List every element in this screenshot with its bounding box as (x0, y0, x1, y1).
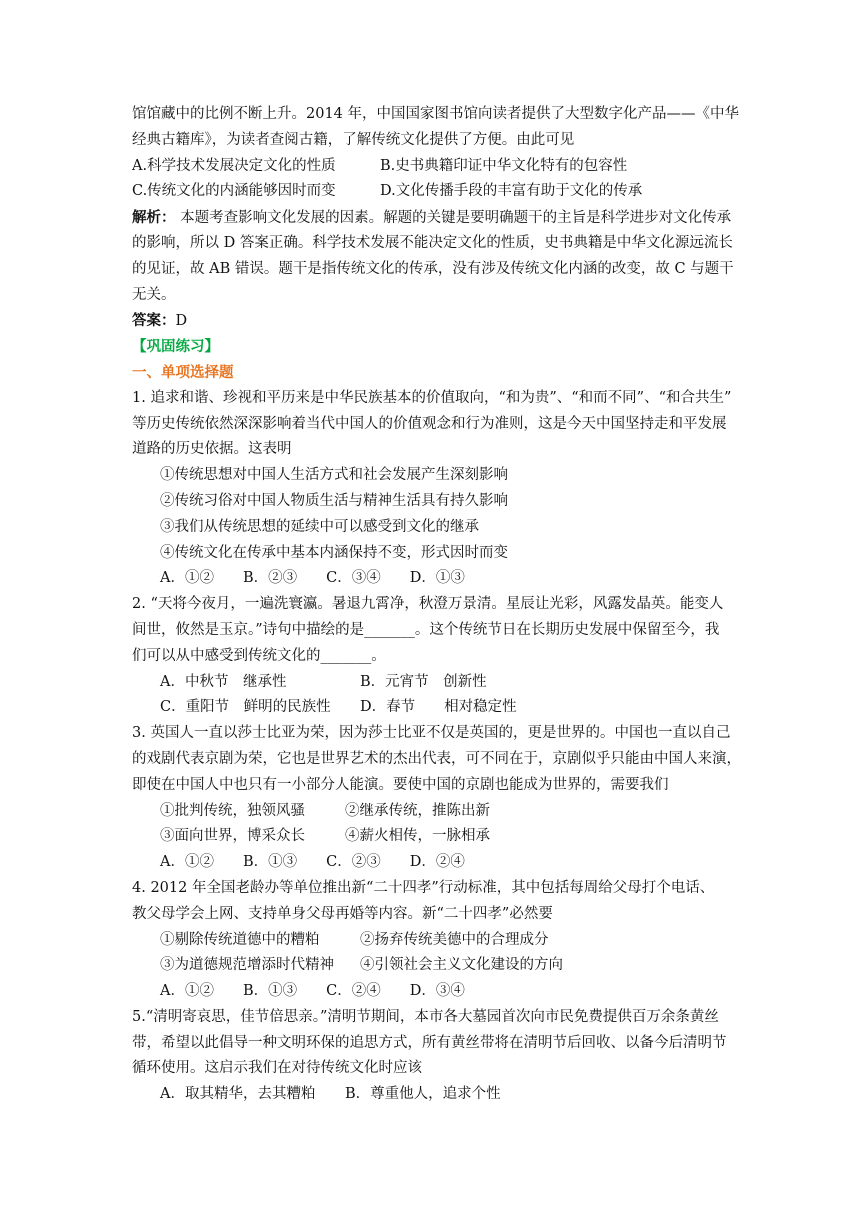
section-title: 【巩固练习】 (132, 338, 219, 356)
text-line: 经典古籍库》，为读者查阅古籍，了解传统文化提供了方便。由此可见 (132, 131, 575, 148)
option-row (132, 179, 764, 205)
option-row (132, 1082, 764, 1108)
text-line: 等历史传统依然深深影响着当代中国人的价值观念和行为准则，这是今天中国坚持走和平发展 (132, 415, 727, 432)
text-line: 带，希望以此倡导一种文明环保的追思方式，所有黄丝带将在清明节后回收、以备今后清明节 (132, 1034, 727, 1051)
option-row (132, 695, 764, 721)
statement-item: ④薪火相传，一脉相承 (345, 828, 490, 845)
analysis-text: 本题考查影响文化发展的因素。解题的关键是要明确题干的主旨是科学进步对文化传承 (175, 210, 732, 227)
answer-line (132, 308, 764, 334)
statement-row (132, 799, 764, 825)
statement-item: ④引领社会主义文化建设的方向 (360, 957, 563, 974)
analysis-line (132, 205, 764, 231)
option-row (132, 154, 764, 180)
choices-row: A．①② B．①③ C．②④ D．③④ (160, 983, 465, 1000)
option-row (132, 670, 764, 696)
text-line: 间世，攸然是玉京。”诗句中描绘的是_______。这个传统节日在长期历史发展中保留至今，我 (132, 621, 720, 638)
option-c: C．重阳节 鲜明的民族性 (160, 699, 331, 716)
statement-item: ②传统习俗对中国人物质生活与精神生活具有持久影响 (160, 492, 508, 509)
text-line: 循环使用。这启示我们在对待传统文化时应该 (132, 1060, 422, 1077)
option-a: A．取其精华，去其糟粕 (160, 1086, 316, 1103)
text-line: 教父母学会上网、支持单身父母再婚等内容。新“二十四孝”必然要 (132, 905, 553, 922)
option-b: B．尊重他人，追求个性 (345, 1086, 501, 1103)
statement-item: ②扬弃传统美德中的合理成分 (360, 931, 549, 948)
statement-item: ①传统思想对中国人生活方式和社会发展产生深刻影响 (160, 467, 508, 484)
text-line: 的见证，故 AB 错误。题干是指传统文化的传承，没有涉及传统文化内涵的改变，故 C 与题干 (132, 260, 734, 277)
text-line: 无关。 (132, 286, 176, 303)
statement-row (132, 824, 764, 850)
text-line: 馆馆藏中的比例不断上升。2014 年，中国国家图书馆向读者提供了大型数字化产品——《中华 (132, 106, 740, 122)
statement-row (132, 928, 764, 954)
subsection-title: 一、单项选择题 (132, 363, 234, 381)
choices-row: A．①② B．②③ C．③④ D．①③ (160, 570, 465, 587)
option-c: C.传统文化的内涵能够因时而变 (132, 183, 336, 200)
question-5-text: 5.“清明寄哀思，佳节倍思亲。”清明节期间，本市各大墓园首次向市民免费提供百万余条黄丝 (132, 1008, 719, 1025)
text-line: 的戏剧代表京剧为荣，它也是世界艺术的杰出代表，可不同在于，京剧似乎只能由中国人来演， (132, 750, 741, 767)
text-line: 们可以从中感受到传统文化的_______。 (132, 647, 386, 664)
answer-label: 答案： (132, 312, 176, 330)
option-a: A.科学技术发展决定文化的性质 (132, 157, 336, 174)
text-line: 道路的历史依据。这表明 (132, 441, 292, 458)
statement-row (132, 953, 764, 979)
text-line: 即使在中国人中也只有一小部分人能演。要使中国的京剧也能成为世界的，需要我们 (132, 776, 669, 793)
statement-item: ①剔除传统道德中的糟粕 (160, 931, 320, 948)
question-4-text: 4. 2012 年全国老龄办等单位推出新“二十四孝”行动标准，其中包括每周给父母打个电话、 (132, 879, 715, 896)
option-a: A．中秋节 继承性 (160, 673, 287, 690)
statement-item: ③我们从传统思想的延续中可以感受到文化的继承 (160, 518, 479, 535)
question-1-text: 1. 追求和谐、珍视和平历来是中华民族基本的价值取向，“和为贵”、“和而不同”、“和合共生” (132, 389, 732, 406)
option-d: D.文化传播手段的丰富有助于文化的传承 (380, 183, 643, 200)
analysis-label: 解析： (132, 209, 176, 227)
document-body (132, 102, 764, 1108)
statement-item: ④传统文化在传承中基本内涵保持不变，形式因时而变 (160, 544, 508, 561)
option-d: D．春节 相对稳定性 (360, 699, 517, 716)
question-2-text: 2. “天将今夜月，一遍洗寰瀛。暑退九霄净，秋澄万景清。星辰让光彩，风露发晶英。能变人 (132, 596, 724, 613)
option-b: B.史书典籍印证中华文化特有的包容性 (380, 157, 628, 174)
statement-item: ③为道德规范增添时代精神 (160, 957, 334, 974)
statement-item: ②继承传统，推陈出新 (345, 802, 490, 819)
choices-row: A．①② B．①③ C．②③ D．②④ (160, 854, 465, 871)
statement-item: ①批判传统，独领风骚 (160, 802, 305, 819)
option-b: B．元宵节 创新性 (360, 673, 487, 690)
statement-item: ③面向世界，博采众长 (160, 828, 305, 845)
text-line: 的影响，所以 D 答案正确。科学技术发展不能决定文化的性质，史书典籍是中华文化源远流长 (132, 234, 733, 251)
answer-value: D (175, 313, 188, 330)
question-3-text: 3. 英国人一直以莎士比亚为荣，因为莎士比亚不仅是英国的，更是世界的。中国也一直以自己 (132, 725, 731, 742)
